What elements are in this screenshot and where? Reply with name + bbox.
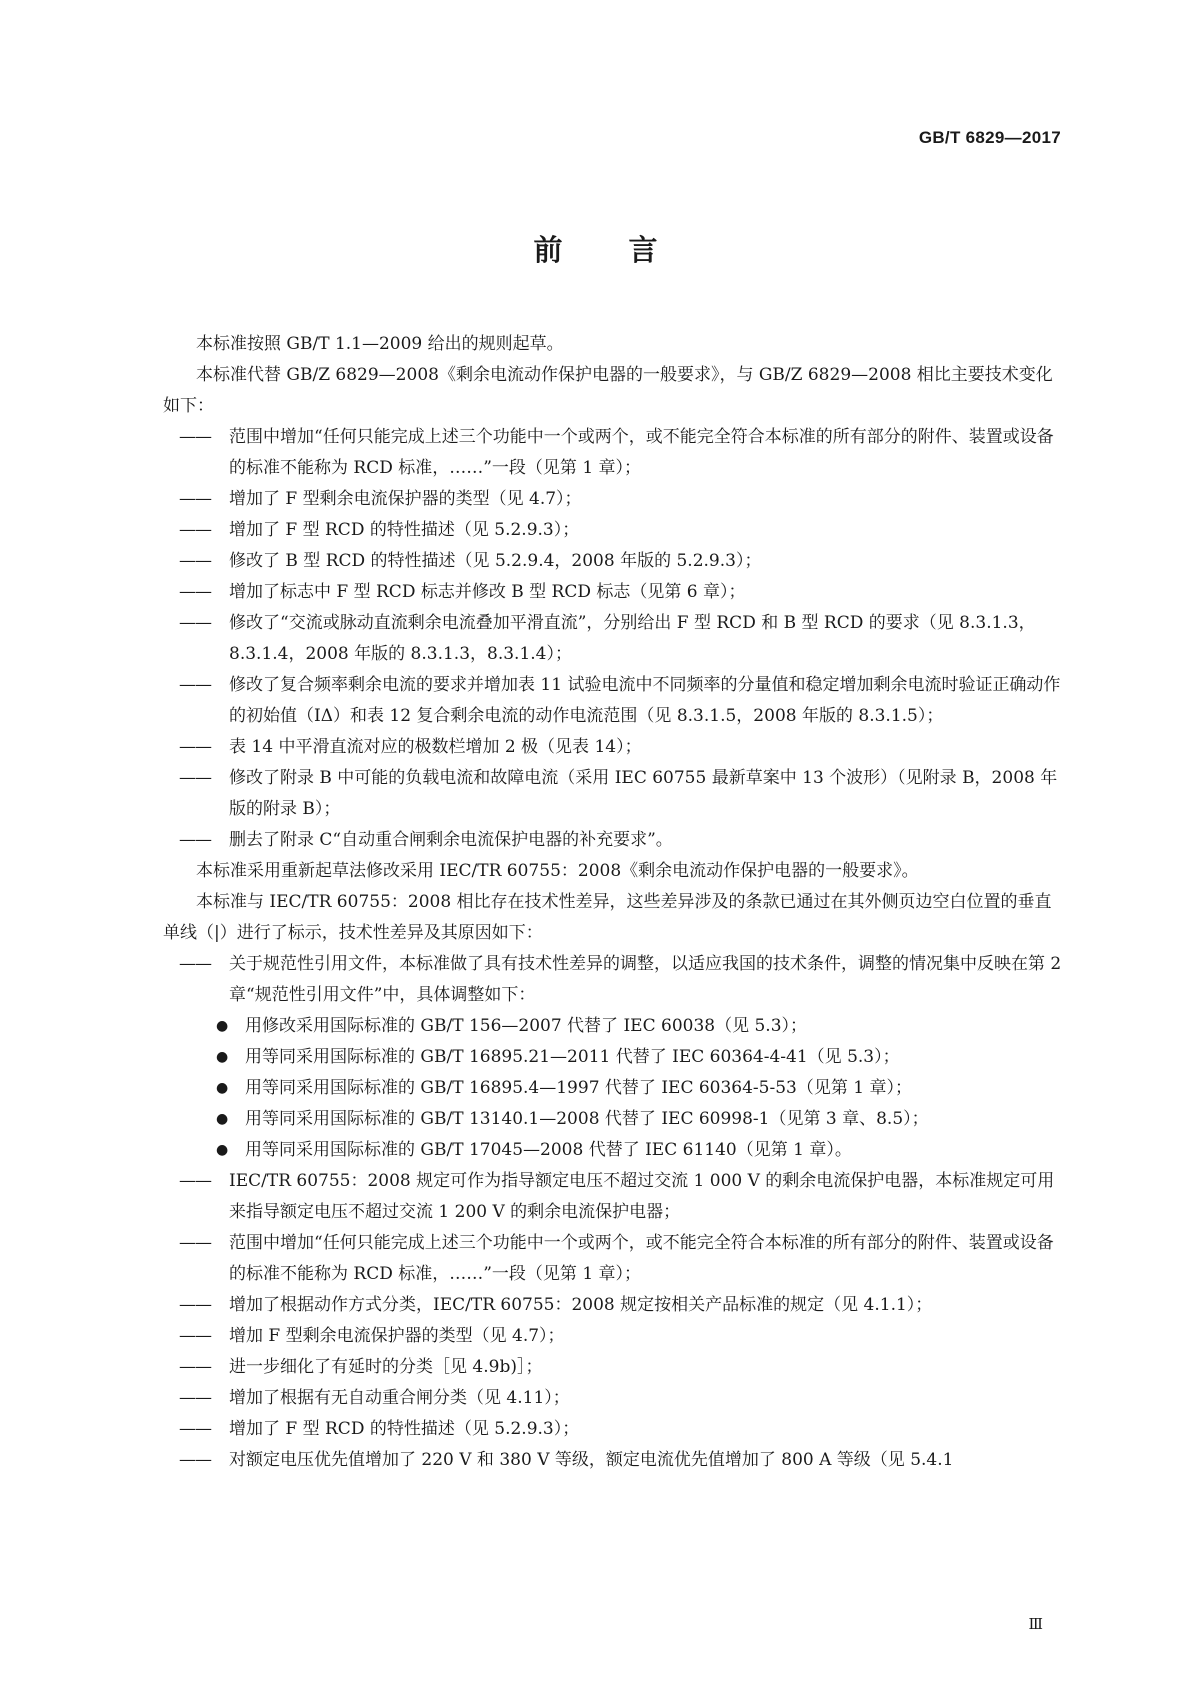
dash-marker: —— (179, 830, 211, 850)
standard-code: GB/T 6829—2017 (918, 128, 1061, 147)
dash-marker: —— (179, 520, 211, 540)
paragraph-text: 本标准代替 GB/Z 6829—2008《剩余电流动作保护电器的一般要求》，与 GB/Z 6829—2008 相比主要技术变化如下： (163, 365, 1053, 416)
paragraph (163, 329, 1063, 360)
paragraph-text: 本标准采用重新起草法修改采用 IEC/TR 60755：2008《剩余电流动作保护电器的一般要求》。 (196, 861, 919, 881)
dash-marker: —— (179, 1326, 211, 1346)
dash-list-item (179, 1228, 1063, 1290)
dash-list-item (179, 608, 1063, 670)
dash-list-item (179, 825, 1063, 856)
dash-marker: —— (179, 1450, 211, 1470)
dash-marker: —— (179, 582, 211, 602)
dash-item-text: 进一步细化了有延时的分类［见 4.9b)］； (229, 1357, 543, 1377)
dash-marker: —— (179, 1357, 211, 1377)
dash-list-item (179, 577, 1063, 608)
dash-item-text: IEC/TR 60755：2008 规定可作为指导额定电压不超过交流 1 000 V 的剩余电流保护电器，本标准规定可用来指导额定电压不超过交流 1 200 V 的剩余电流保护电器； (229, 1171, 1055, 1222)
dash-list-item (179, 949, 1063, 1011)
dash-marker: —— (179, 768, 211, 788)
dash-list-item (179, 1321, 1063, 1352)
dash-list-item (179, 422, 1063, 484)
dash-item-text: 增加了 F 型 RCD 的特性描述（见 5.2.9.3）； (229, 520, 580, 540)
dash-item-text: 修改了附录 B 中可能的负载电流和故障电流（采用 IEC 60755 最新草案中 13 个波形）（见附录 B，2008 年版的附录 B）； (229, 768, 1058, 819)
bullet-list-item (163, 1011, 1063, 1042)
bullet-list-item (163, 1135, 1063, 1166)
dash-list-item (179, 515, 1063, 546)
dash-list-item (179, 1445, 1063, 1476)
dash-item-text: 增加了根据动作方式分类，IEC/TR 60755：2008 规定按相关产品标准的规定（见 4.1.1）； (229, 1295, 933, 1315)
dash-item-text: 删去了附录 C“自动重合闸剩余电流保护电器的补充要求”。 (229, 830, 673, 850)
bullet-icon: ● (216, 1049, 229, 1065)
bullet-icon: ● (216, 1111, 229, 1127)
paragraph-text: 本标准与 IEC/TR 60755：2008 相比存在技术性差异，这些差异涉及的条款已通过在其外侧页边空白位置的垂直单线（|）进行了标示，技术性差异及其原因如下： (163, 892, 1052, 943)
dash-marker: —— (179, 737, 211, 757)
bullet-item-text: 用修改采用国际标准的 GB/T 156—2007 代替了 IEC 60038（见 5.3）； (245, 1016, 808, 1036)
bullet-icon: ● (216, 1142, 229, 1158)
bullet-list-item (163, 1042, 1063, 1073)
dash-marker: —— (179, 954, 211, 974)
dash-marker: —— (179, 675, 211, 695)
dash-marker: —— (179, 489, 211, 509)
bullet-item-text: 用等同采用国际标准的 GB/T 17045—2008 代替了 IEC 61140（见第 1 章）。 (245, 1140, 852, 1160)
dash-item-text: 修改了 B 型 RCD 的特性描述（见 5.2.9.4，2008 年版的 5.2.9.3）； (229, 551, 762, 571)
paragraph-text: 本标准按照 GB/T 1.1—2009 给出的规则起草。 (196, 334, 564, 354)
bullet-icon: ● (216, 1018, 229, 1034)
page-title: 前 言 (533, 233, 686, 267)
dash-list-item (179, 1166, 1063, 1228)
paragraph (163, 887, 1063, 949)
dash-item-text: 增加了 F 型 RCD 的特性描述（见 5.2.9.3）； (229, 1419, 580, 1439)
dash-item-text: 表 14 中平滑直流对应的极数栏增加 2 极（见表 14）； (229, 737, 642, 757)
dash-list-item (179, 732, 1063, 763)
dash-marker: —— (179, 613, 211, 633)
dash-list-item (179, 546, 1063, 577)
dash-item-text: 增加了标志中 F 型 RCD 标志并修改 B 型 RCD 标志（见第 6 章）； (229, 582, 746, 602)
dash-item-text: 增加 F 型剩余电流保护器的类型（见 4.7）； (229, 1326, 565, 1346)
dash-item-text: 范围中增加“任何只能完成上述三个功能中一个或两个，或不能完全符合本标准的所有部分的附件、装置或设备的标准不能称为 RCD 标准，……”一段（见第 1 章）； (229, 427, 1054, 478)
bullet-item-text: 用等同采用国际标准的 GB/T 13140.1—2008 代替了 IEC 60998-1（见第 3 章、8.5）； (245, 1109, 929, 1129)
paragraph (163, 856, 1063, 887)
dash-marker: —— (179, 427, 211, 447)
dash-list-item (179, 1383, 1063, 1414)
bullet-item-text: 用等同采用国际标准的 GB/T 16895.21—2011 代替了 IEC 60364-4-41（见 5.3）； (245, 1047, 900, 1067)
bullet-list-item (163, 1073, 1063, 1104)
bullet-icon: ● (216, 1080, 229, 1096)
dash-list-item (179, 670, 1063, 732)
dash-list-item (179, 1352, 1063, 1383)
page-number: Ⅲ (1028, 1617, 1043, 1633)
dash-item-text: 修改了复合频率剩余电流的要求并增加表 11 试验电流中不同频率的分量值和稳定增加剩余电流时验证正确动作的初始值（IΔ）和表 12 复合剩余电流的动作电流范围（见 8.3.1.5，2008 年版的 8.3.1.5）； (229, 675, 1061, 726)
dash-item-text: 范围中增加“任何只能完成上述三个功能中一个或两个，或不能完全符合本标准的所有部分的附件、装置或设备的标准不能称为 RCD 标准，……”一段（见第 1 章）； (229, 1233, 1054, 1284)
dash-marker: —— (179, 1171, 211, 1191)
dash-item-text: 增加了 F 型剩余电流保护器的类型（见 4.7）； (229, 489, 582, 509)
dash-list-item (179, 1290, 1063, 1321)
dash-list-item (179, 1414, 1063, 1445)
dash-item-text: 修改了“交流或脉动直流剩余电流叠加平滑直流”，分别给出 F 型 RCD 和 B 型 RCD 的要求（见 8.3.1.3，8.3.1.4，2008 年版的 8.3.1.3，8.3.1.4）； (229, 613, 1036, 664)
dash-item-text: 增加了根据有无自动重合闸分类（见 4.11）； (229, 1388, 570, 1408)
bullet-item-text: 用等同采用国际标准的 GB/T 16895.4—1997 代替了 IEC 60364-5-53（见第 1 章）； (245, 1078, 912, 1098)
dash-item-text: 对额定电压优先值增加了 220 V 和 380 V 等级，额定电流优先值增加了 800 A 等级（见 5.4.1 (229, 1450, 954, 1470)
dash-list-item (179, 763, 1063, 825)
body-text (163, 329, 1063, 1476)
dash-item-text: 关于规范性引用文件，本标准做了具有技术性差异的调整，以适应我国的技术条件，调整的情况集中反映在第 2 章“规范性引用文件”中，具体调整如下： (229, 954, 1062, 1005)
paragraph (163, 360, 1063, 422)
dash-list-item (179, 484, 1063, 515)
dash-marker: —— (179, 551, 211, 571)
dash-marker: —— (179, 1419, 211, 1439)
dash-marker: —— (179, 1295, 211, 1315)
dash-marker: —— (179, 1233, 211, 1253)
dash-marker: —— (179, 1388, 211, 1408)
bullet-list-item (163, 1104, 1063, 1135)
